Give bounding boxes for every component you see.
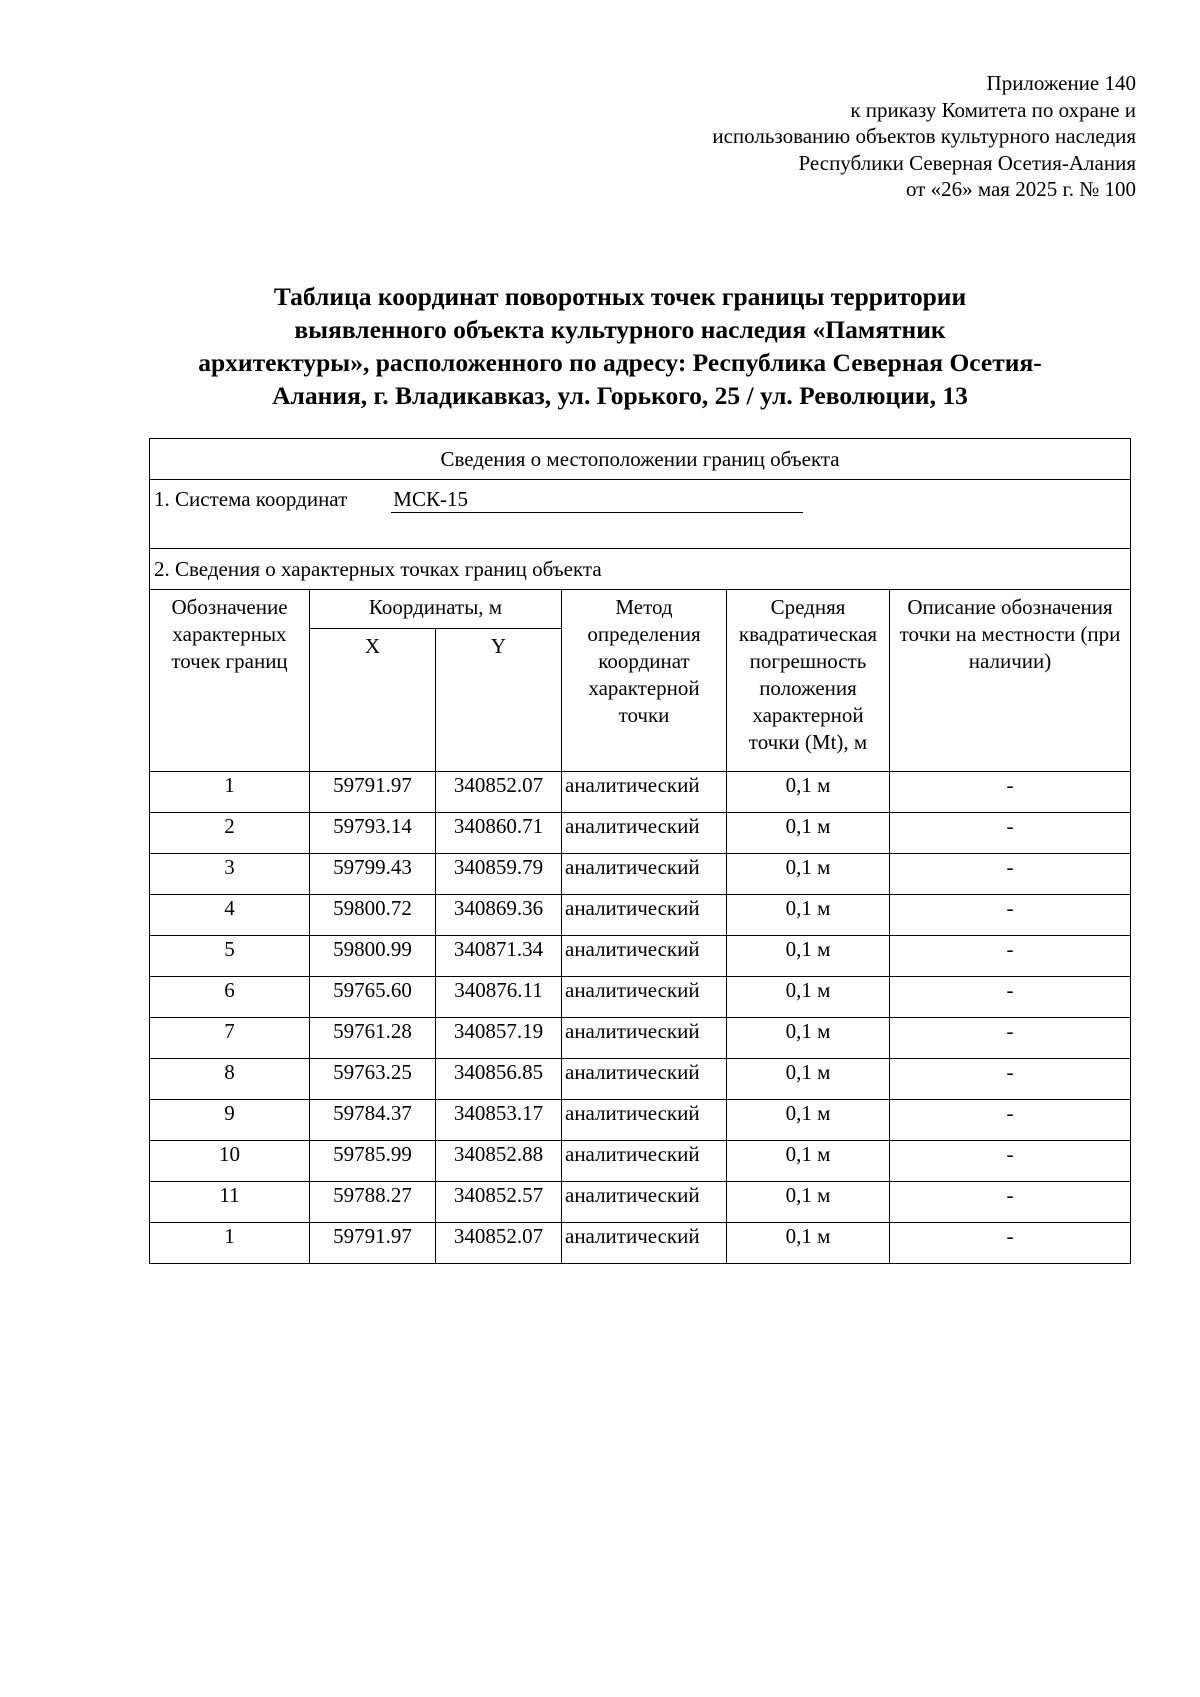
method-cell: аналитический xyxy=(562,895,727,936)
method-cell: аналитический xyxy=(562,772,727,813)
table-row xyxy=(150,813,1131,854)
method-cell: аналитический xyxy=(562,977,727,1018)
description-cell: - xyxy=(890,813,1131,854)
appendix-line: к приказу Комитета по охране и xyxy=(850,97,1136,122)
x-coordinate-cell: 59800.72 xyxy=(310,895,436,936)
method-cell: аналитический xyxy=(562,1141,727,1182)
x-coordinate-cell: 59785.99 xyxy=(310,1141,436,1182)
method-cell: аналитический xyxy=(562,1100,727,1141)
description-cell: - xyxy=(890,1100,1131,1141)
column-header-y: Y xyxy=(436,629,562,772)
points-header: 2. Сведения о характерных точках границ объекта xyxy=(150,549,1131,590)
error-cell: 0,1 м xyxy=(727,1141,890,1182)
error-cell: 0,1 м xyxy=(727,936,890,977)
point-cell: 7 xyxy=(150,1018,310,1059)
y-coordinate-cell: 340856.85 xyxy=(436,1059,562,1100)
table-row xyxy=(150,1018,1131,1059)
point-cell: 1 xyxy=(150,772,310,813)
point-cell: 5 xyxy=(150,936,310,977)
column-header-method: Метод определения координат характерной точки xyxy=(562,590,727,772)
y-coordinate-cell: 340859.79 xyxy=(436,854,562,895)
appendix-line: Приложение 140 xyxy=(986,71,1136,95)
table-row xyxy=(150,772,1131,813)
x-coordinate-cell: 59800.99 xyxy=(310,936,436,977)
x-coordinate-cell: 59763.25 xyxy=(310,1059,436,1100)
error-cell: 0,1 м xyxy=(727,1100,890,1141)
appendix-line: использованию объектов культурного наследия xyxy=(712,124,1136,148)
point-cell: 2 xyxy=(150,813,310,854)
column-header-x: X xyxy=(310,629,436,772)
point-cell: 3 xyxy=(150,854,310,895)
coordinate-system-value: МСК-15 xyxy=(391,487,803,513)
error-cell: 0,1 м xyxy=(727,977,890,1018)
table-row xyxy=(150,1223,1131,1264)
point-cell: 4 xyxy=(150,895,310,936)
y-coordinate-cell: 340853.17 xyxy=(436,1100,562,1141)
error-cell: 0,1 м xyxy=(727,1223,890,1264)
description-cell: - xyxy=(890,1182,1131,1223)
coordinate-system-label: 1. Система координат xyxy=(154,487,348,511)
document-title xyxy=(140,280,1100,412)
error-cell: 0,1 м xyxy=(727,1059,890,1100)
title-line: выявленного объекта культурного наследия «Памятник xyxy=(294,315,946,344)
appendix-line: Республики Северная Осетия-Алания xyxy=(798,150,1136,175)
table-row xyxy=(150,977,1131,1018)
method-cell: аналитический xyxy=(562,813,727,854)
coordinates-table xyxy=(149,438,1131,1264)
description-cell: - xyxy=(890,936,1131,977)
title-line: архитектуры», расположенного по адресу: Республика Северная Осетия- xyxy=(198,348,1042,377)
description-cell: - xyxy=(890,1223,1131,1264)
y-coordinate-cell: 340852.57 xyxy=(436,1182,562,1223)
description-cell: - xyxy=(890,854,1131,895)
point-cell: 1 xyxy=(150,1223,310,1264)
y-coordinate-cell: 340852.88 xyxy=(436,1141,562,1182)
y-coordinate-cell: 340857.19 xyxy=(436,1018,562,1059)
table-row xyxy=(150,1059,1131,1100)
x-coordinate-cell: 59791.97 xyxy=(310,772,436,813)
y-coordinate-cell: 340876.11 xyxy=(436,977,562,1018)
y-coordinate-cell: 340852.07 xyxy=(436,1223,562,1264)
description-cell: - xyxy=(890,1141,1131,1182)
table-row xyxy=(150,895,1131,936)
section-header: Сведения о местоположении границ объекта xyxy=(150,439,1131,480)
error-cell: 0,1 м xyxy=(727,854,890,895)
description-cell: - xyxy=(890,772,1131,813)
description-cell: - xyxy=(890,977,1131,1018)
point-cell: 8 xyxy=(150,1059,310,1100)
y-coordinate-cell: 340860.71 xyxy=(436,813,562,854)
title-line: Таблица координат поворотных точек границы территории xyxy=(273,282,967,311)
error-cell: 0,1 м xyxy=(727,1018,890,1059)
point-cell: 10 xyxy=(150,1141,310,1182)
table-row xyxy=(150,854,1131,895)
point-cell: 9 xyxy=(150,1100,310,1141)
method-cell: аналитический xyxy=(562,854,727,895)
method-cell: аналитический xyxy=(562,1182,727,1223)
description-cell: - xyxy=(890,895,1131,936)
y-coordinate-cell: 340869.36 xyxy=(436,895,562,936)
table-row xyxy=(150,1182,1131,1223)
column-header-coordinates: Координаты, м xyxy=(310,590,562,629)
x-coordinate-cell: 59788.27 xyxy=(310,1182,436,1223)
error-cell: 0,1 м xyxy=(727,772,890,813)
y-coordinate-cell: 340871.34 xyxy=(436,936,562,977)
method-cell: аналитический xyxy=(562,936,727,977)
error-cell: 0,1 м xyxy=(727,895,890,936)
table-row xyxy=(150,1100,1131,1141)
description-cell: - xyxy=(890,1018,1131,1059)
x-coordinate-cell: 59791.97 xyxy=(310,1223,436,1264)
appendix-line: от «26» мая 2025 г. № 100 xyxy=(905,177,1136,201)
point-cell: 6 xyxy=(150,977,310,1018)
y-coordinate-cell: 340852.07 xyxy=(436,772,562,813)
method-cell: аналитический xyxy=(562,1223,727,1264)
x-coordinate-cell: 59784.37 xyxy=(310,1100,436,1141)
method-cell: аналитический xyxy=(562,1018,727,1059)
appendix-block xyxy=(712,70,1136,203)
error-cell: 0,1 м xyxy=(727,813,890,854)
column-header-designation: Обозначение характерных точек границ xyxy=(150,590,310,772)
x-coordinate-cell: 59765.60 xyxy=(310,977,436,1018)
title-line: Алания, г. Владикавказ, ул. Горького, 25 / ул. Революции, 13 xyxy=(272,381,968,410)
x-coordinate-cell: 59793.14 xyxy=(310,813,436,854)
x-coordinate-cell: 59799.43 xyxy=(310,854,436,895)
coordinate-system-cell xyxy=(150,480,1131,549)
table-row xyxy=(150,1141,1131,1182)
description-cell: - xyxy=(890,1059,1131,1100)
column-header-description: Описание обозначения точки на местности (при наличии) xyxy=(890,590,1131,772)
column-header-error: Средняя квадратическая погрешность положения характерной точки (Mt), м xyxy=(727,590,890,772)
point-cell: 11 xyxy=(150,1182,310,1223)
method-cell: аналитический xyxy=(562,1059,727,1100)
x-coordinate-cell: 59761.28 xyxy=(310,1018,436,1059)
table-row xyxy=(150,936,1131,977)
error-cell: 0,1 м xyxy=(727,1182,890,1223)
